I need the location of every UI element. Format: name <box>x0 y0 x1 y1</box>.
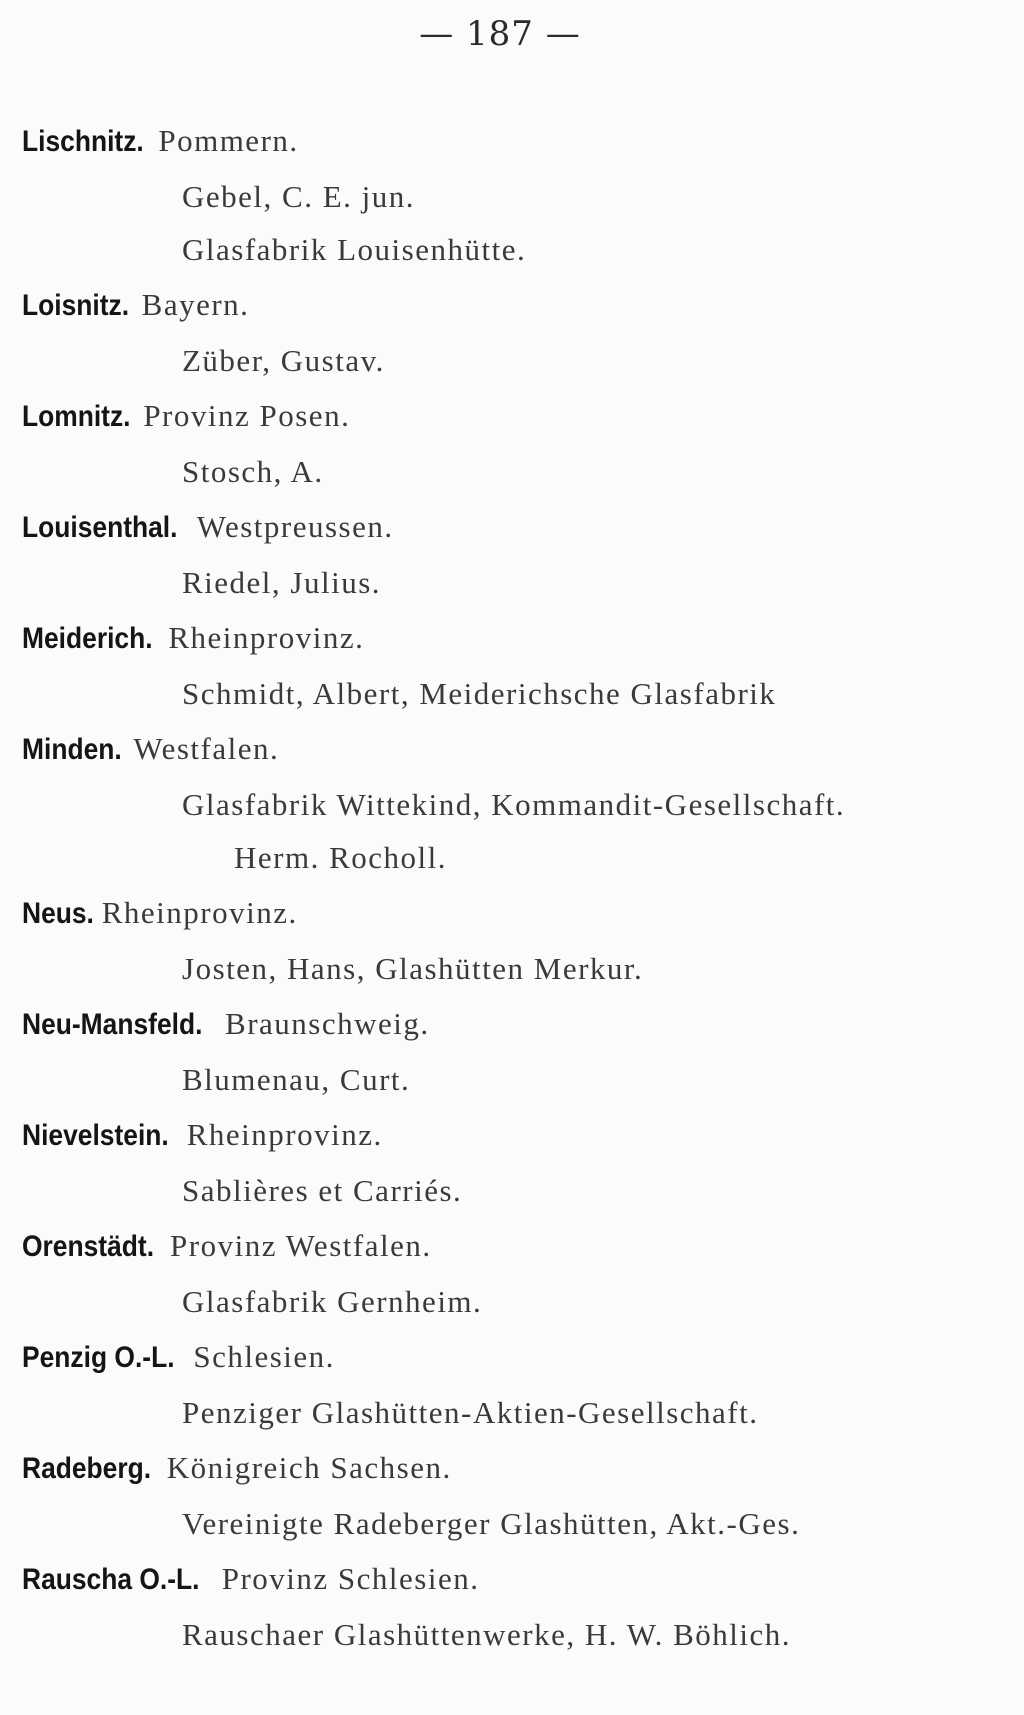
place-name: Minden. <box>22 733 122 766</box>
entry-louisenthal <box>22 498 1012 609</box>
place-name: Neus. <box>22 897 94 930</box>
region-name: Pommern. <box>158 123 299 158</box>
place-name: Nievelstein. <box>22 1119 169 1152</box>
place-name: Lomnitz. <box>22 400 131 433</box>
firm-name-continued: Herm. Rocholl. <box>234 840 447 875</box>
region-name: Königreich Sachsen. <box>166 1450 452 1485</box>
entry-meiderich <box>22 609 1012 720</box>
firm-name: Glasfabrik Louisenhütte. <box>182 232 527 267</box>
place-name: Lischnitz. <box>22 125 144 158</box>
firm-name: Schmidt, Albert, Meiderichsche Glasfabrik <box>182 676 777 711</box>
place-name: Louisenthal. <box>22 511 178 544</box>
place-name: Meiderich. <box>22 622 153 655</box>
firm-name: Glasfabrik Wittekind, Kommandit-Gesellschaft. <box>182 787 846 822</box>
region-name: Rheinprovinz. <box>168 620 365 655</box>
place-name: Loisnitz. <box>22 289 130 322</box>
region-name: Provinz Posen. <box>143 398 351 433</box>
region-name: Westpreussen. <box>196 509 394 544</box>
firm-name: Rauschaer Glashüttenwerke, H. W. Böhlich. <box>182 1617 792 1652</box>
firm-name: Stosch, A. <box>182 454 324 489</box>
entry-lischnitz <box>22 112 1012 276</box>
region-name: Westfalen. <box>133 731 280 766</box>
place-name: Radeberg. <box>22 1452 152 1485</box>
firm-name: Gebel, C. E. jun. <box>182 179 415 214</box>
place-name: Rauscha O.-L. <box>22 1563 200 1596</box>
entry-orenstadt <box>22 1217 1012 1328</box>
firm-name: Vereinigte Radeberger Glashütten, Akt.-Ges. <box>182 1506 801 1541</box>
region-name: Braunschweig. <box>225 1006 430 1041</box>
entry-penzig <box>22 1328 1012 1439</box>
entry-nievelstein <box>22 1106 1012 1217</box>
page-number: — 187 — <box>419 14 581 54</box>
entry-neu-mansfeld <box>22 995 1012 1106</box>
region-name: Provinz Westfalen. <box>170 1228 432 1263</box>
region-name: Rheinprovinz. <box>101 895 298 930</box>
place-name: Penzig O.-L. <box>22 1341 175 1374</box>
directory-entries <box>22 112 1012 1661</box>
firm-name: Josten, Hans, Glashütten Merkur. <box>182 951 644 986</box>
region-name: Bayern. <box>141 287 250 322</box>
firm-name: Sablières et Carriés. <box>182 1173 463 1208</box>
region-name: Rheinprovinz. <box>186 1117 383 1152</box>
entry-lomnitz <box>22 387 1012 498</box>
place-name: Orenstädt. <box>22 1230 155 1263</box>
region-name: Schlesien. <box>193 1339 335 1374</box>
entry-loisnitz <box>22 276 1012 387</box>
firm-name: Glasfabrik Gernheim. <box>182 1284 483 1319</box>
entry-neus <box>22 884 1012 995</box>
entry-minden <box>22 720 1012 884</box>
place-name: Neu-Mansfeld. <box>22 1008 203 1041</box>
region-name: Provinz Schlesien. <box>221 1561 480 1596</box>
firm-name: Riedel, Julius. <box>182 565 382 600</box>
entry-radeberg <box>22 1439 1012 1550</box>
firm-name: Züber, Gustav. <box>182 343 385 378</box>
firm-name: Blumenau, Curt. <box>182 1062 411 1097</box>
firm-name: Penziger Glashütten-Aktien-Gesellschaft. <box>182 1395 759 1430</box>
entry-rauscha <box>22 1550 1012 1661</box>
